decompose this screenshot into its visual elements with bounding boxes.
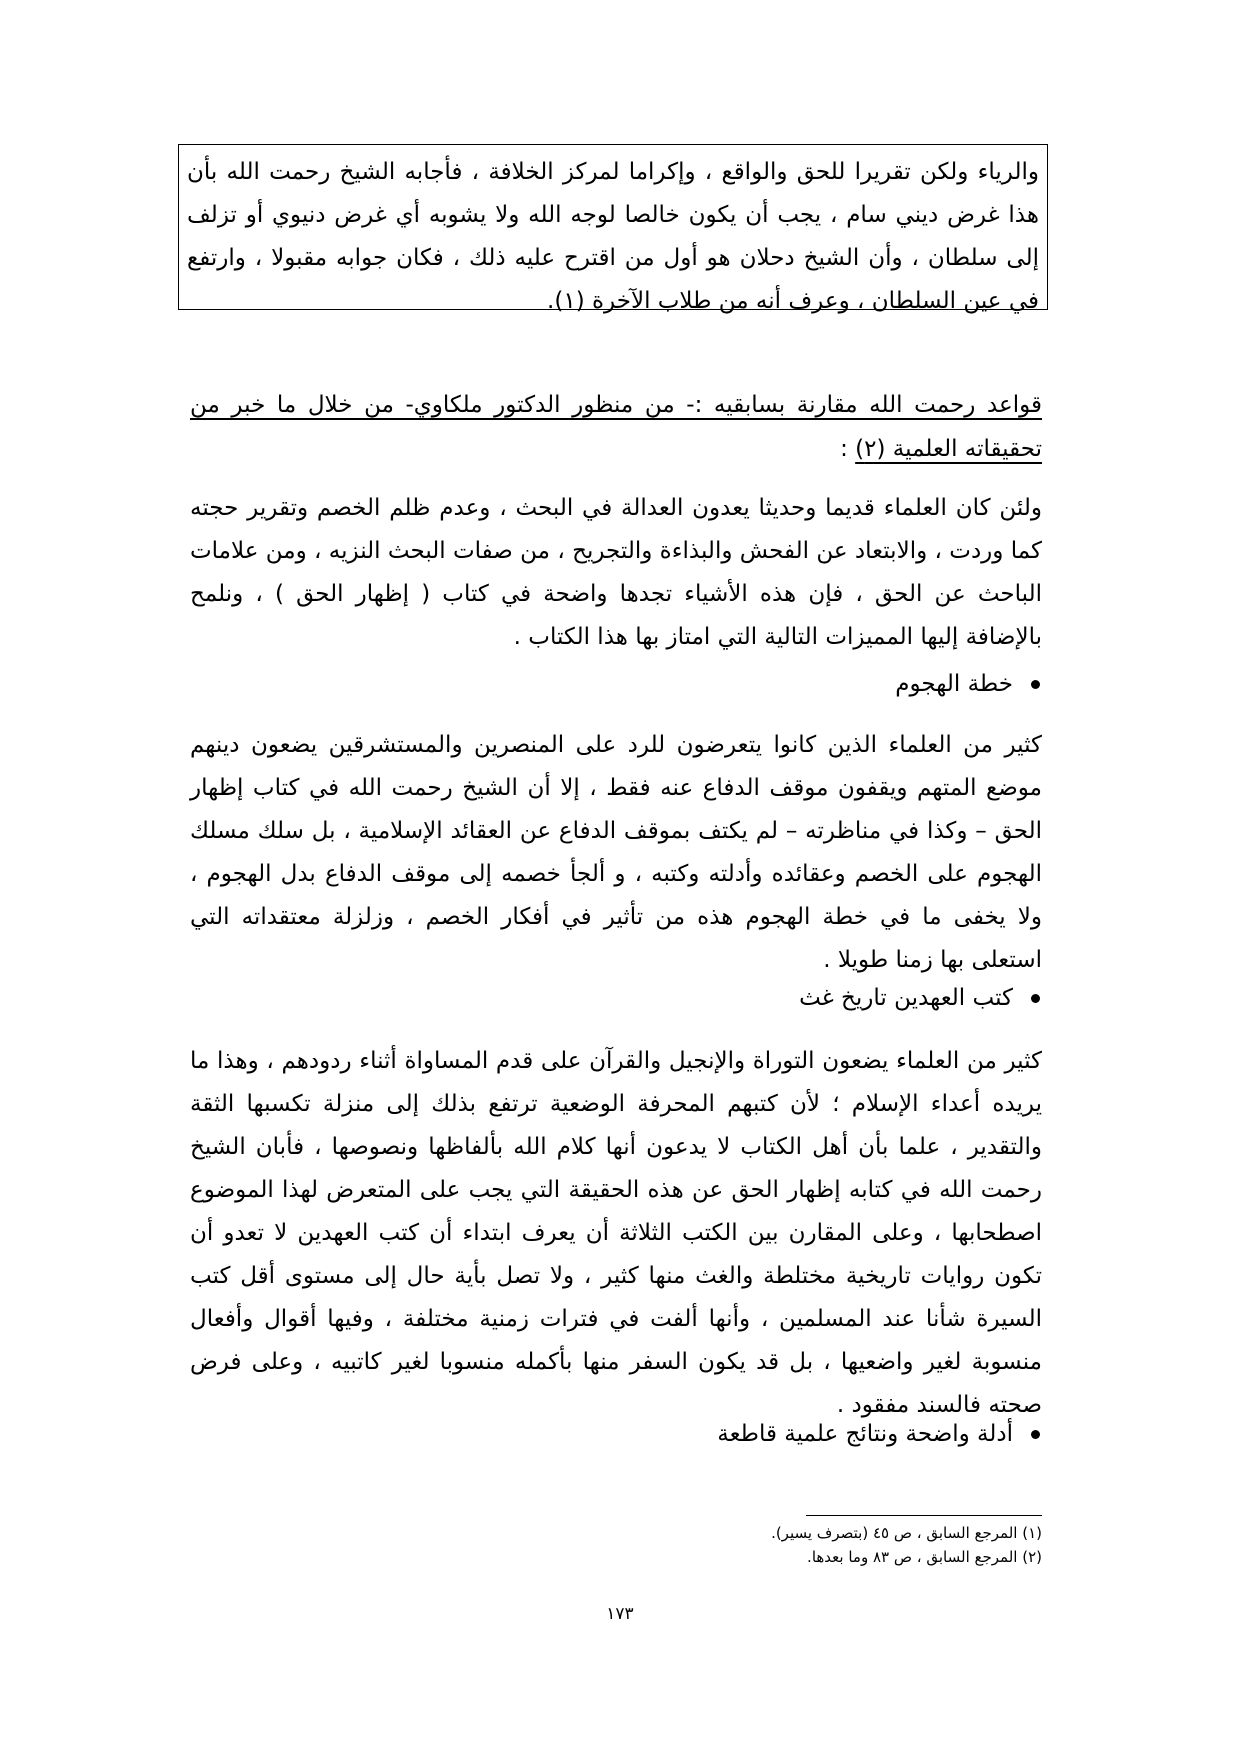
section-heading-suffix: : [840, 436, 856, 462]
footnote-divider [806, 1515, 1042, 1516]
footnotes [342, 1521, 1042, 1569]
bullet-dot-icon [1031, 1430, 1040, 1439]
paragraph-testaments [190, 1040, 1042, 1427]
bullet-item-1 [895, 664, 1040, 704]
footnote-2: (٢) المرجع السابق ، ص ٨٣ وما بعدها. [807, 1548, 1042, 1566]
bullet-item-3 [717, 1414, 1040, 1454]
bullet-item-2-label: كتب العهدين تاريخ غث [799, 985, 1013, 1011]
paragraph-intro [190, 487, 1042, 659]
paragraph-attack-plan-text: كثير من العلماء الذين كانوا يتعرضون للرد على المنصرين والمستشرقين يضعون دينهم موضع المتهم ويقفون موقف الدفاع عنه فقط ، إلا أن الشيخ رحمت الله في كتاب إظهار الحق – وكذا في مناظرته – لم يكتف بموقف الدفاع عن العقائد الإسلامية ، بل سلك مسلك الهجوم على الخصم وعقائده وأدلته وكتبه ، و ألجأ خصمه إلى موقف الدفاع بدل الهجوم ، ولا يخفى ما في خطة الهجوم هذه من تأثير في أفكار الخصم ، وزلزلة معتقداته التي استعلى بها زمنا طويلا . [190, 732, 1042, 973]
bullet-item-2 [799, 978, 1040, 1018]
bullet-dot-icon [1031, 994, 1040, 1003]
section-heading-text: قواعد رحمت الله مقارنة بسابقيه :- من منظور الدكتور ملكاوي- من خلال ما خبر من تحقيقاته العلمية (٢) [190, 392, 1042, 462]
boxed-paragraph [178, 144, 1048, 314]
bullet-item-3-label: أدلة واضحة ونتائج علمية قاطعة [717, 1421, 1013, 1447]
paragraph-attack-plan [190, 724, 1042, 982]
section-heading [190, 383, 1042, 471]
boxed-paragraph-text: والرياء ولكن تقريرا للحق والواقع ، وإكراما لمركز الخلافة ، فأجابه الشيخ رحمت الله بأن هذا غرض ديني سام ، يجب أن يكون خالصا لوجه الله ولا يشوبه أي غرض دنيوي أو تزلف إلى سلطان ، وأن الشيخ دحلان هو أول من اقترح عليه ذلك ، فكان جوابه مقبولا ، وارتفع في عين السلطان ، وعرف أنه من طلاب الآخرة (١). [187, 159, 1039, 314]
footnote-1: (١) المرجع السابق ، ص ٤٥ (بتصرف يسير). [771, 1524, 1042, 1542]
bullet-dot-icon [1031, 680, 1040, 689]
bullet-item-1-label: خطة الهجوم [895, 671, 1013, 697]
paragraph-testaments-text: كثير من العلماء يضعون التوراة والإنجيل والقرآن على قدم المساواة أثناء ردودهم ، وهذا ما يريده أعداء الإسلام ؛ لأن كتبهم المحرفة الوضعية ترتفع بذلك إلى منزلة تكسبها الثقة والتقدير ، علما بأن أهل الكتاب لا يدعون أنها كلام الله بألفاظها ونصوصها ، فأبان الشيخ رحمت الله في كتابه إظهار الحق عن هذه الحقيقة التي يجب على المتعرض لهذا الموضوع اصطحابها ، وعلى المقارن بين الكتب الثلاثة أن يعرف ابتداء أن كتب العهدين لا تعدو أن تكون روايات تاريخية مختلطة والغث منها كثير ، ولا تصل بأية حال إلى مستوى أقل كتب السيرة شأنا عند المسلمين ، وأنها ألفت في فترات زمنية مختلفة ، وفيها أقوال وأفعال منسوبة لغير واضعيها ، بل قد يكون السفر منها بأكمله منسوبا لغير كاتبيه ، وعلى فرض صحته فالسند مفقود . [190, 1048, 1042, 1418]
paragraph-intro-text: ولئن كان العلماء قديما وحديثا يعدون العدالة في البحث ، وعدم ظلم الخصم وتقرير حجته كما وردت ، والابتعاد عن الفحش والبذاءة والتجريح ، من صفات البحث النزيه ، ومن علامات الباحث عن الحق ، فإن هذه الأشياء تجدها واضحة في كتاب ( إظهار الحق ) ، ونلمح بالإضافة إليها المميزات التالية التي امتاز بها هذا الكتاب . [190, 495, 1042, 650]
page-number: ١٧٣ [606, 1604, 634, 1624]
